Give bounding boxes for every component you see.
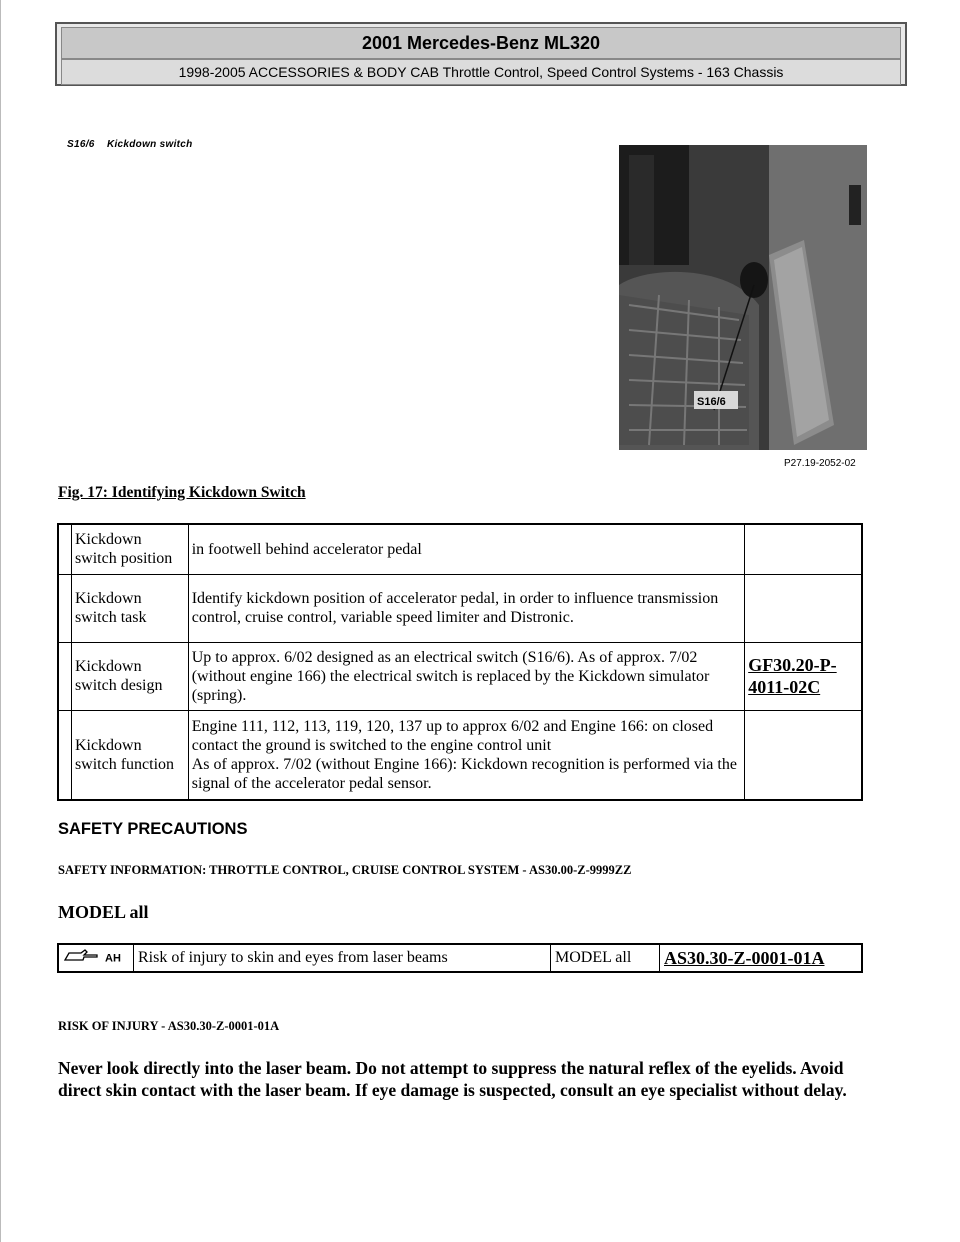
row-label: Kickdown switch function <box>71 710 188 800</box>
reference-link[interactable]: GF30.20-P-4011-02C <box>748 655 837 697</box>
table-row <box>58 710 862 800</box>
row-text: Identify kickdown position of accelerator pedal, in order to influence transmission control, cruise control, variable speed limiter and Distronic. <box>188 574 744 642</box>
table-row <box>58 574 862 642</box>
table-row <box>58 642 862 710</box>
row-label: Kickdown switch position <box>71 524 188 574</box>
row-label: Kickdown switch task <box>71 574 188 642</box>
model-heading: MODEL all <box>58 902 149 922</box>
risk-heading: RISK OF INJURY - AS30.30-Z-0001-01A <box>58 1019 280 1033</box>
document-header <box>55 22 907 86</box>
warning-link-cell <box>660 944 863 972</box>
header-title: 2001 Mercedes-Benz ML320 <box>61 27 901 59</box>
header-subtitle: 1998-2005 ACCESSORIES & BODY CAB Throttle Control, Speed Control Systems - 163 Chassis <box>61 59 901 85</box>
section-heading: SAFETY PRECAUTIONS <box>58 820 248 838</box>
warning-table <box>57 943 863 973</box>
row-text-line: Engine 111, 112, 113, 119, 120, 137 up to approx 6/02 and Engine 166: on closed contact the ground is switched to the engine control unit <box>191 717 714 754</box>
warning-model: MODEL all <box>551 944 660 972</box>
photo-reference-code: P27.19-2052-02 <box>784 458 856 469</box>
row-text: in footwell behind accelerator pedal <box>188 524 744 574</box>
warning-icon-label: AH <box>105 952 121 964</box>
kickdown-info-table <box>57 523 863 801</box>
row-label: Kickdown switch design <box>71 642 188 710</box>
warning-reference-link[interactable]: AS30.30-Z-0001-01A <box>664 948 825 968</box>
row-text: Up to approx. 6/02 designed as an electrical switch (S16/6). As of approx. 7/02 (without engine 166) the electrical switch is replaced by the Kickdown simulator (spring). <box>188 642 744 710</box>
row-text-line: As of approx. 7/02 (without Engine 166): Kickdown recognition is performed via the signal of the accelerator pedal sensor. <box>191 755 737 792</box>
photo-illustration <box>619 145 867 450</box>
safety-paragraph: Never look directly into the laser beam. Do not attempt to suppress the natural reflex of the eyelids. Avoid direct skin contact with the laser beam. If eye damage is suspected, consult an eye specialist without delay. <box>58 1058 847 1100</box>
page-left-border <box>0 0 1 1242</box>
hand-pointer-icon <box>63 949 105 968</box>
table-row <box>58 944 862 972</box>
warning-icon-cell <box>58 944 134 972</box>
row-text <box>188 710 744 800</box>
photo-callout-label: S16/6 <box>697 396 726 408</box>
kickdown-switch-photo <box>619 145 867 450</box>
warning-text: Risk of injury to skin and eyes from laser beams <box>134 944 551 972</box>
table-row <box>58 524 862 574</box>
safety-info-heading: SAFETY INFORMATION: THROTTLE CONTROL, CRUISE CONTROL SYSTEM - AS30.00-Z-9999ZZ <box>58 863 632 877</box>
figure-component-label: S16/6 Kickdown switch <box>67 139 193 150</box>
figure-title: Fig. 17: Identifying Kickdown Switch <box>58 484 306 501</box>
